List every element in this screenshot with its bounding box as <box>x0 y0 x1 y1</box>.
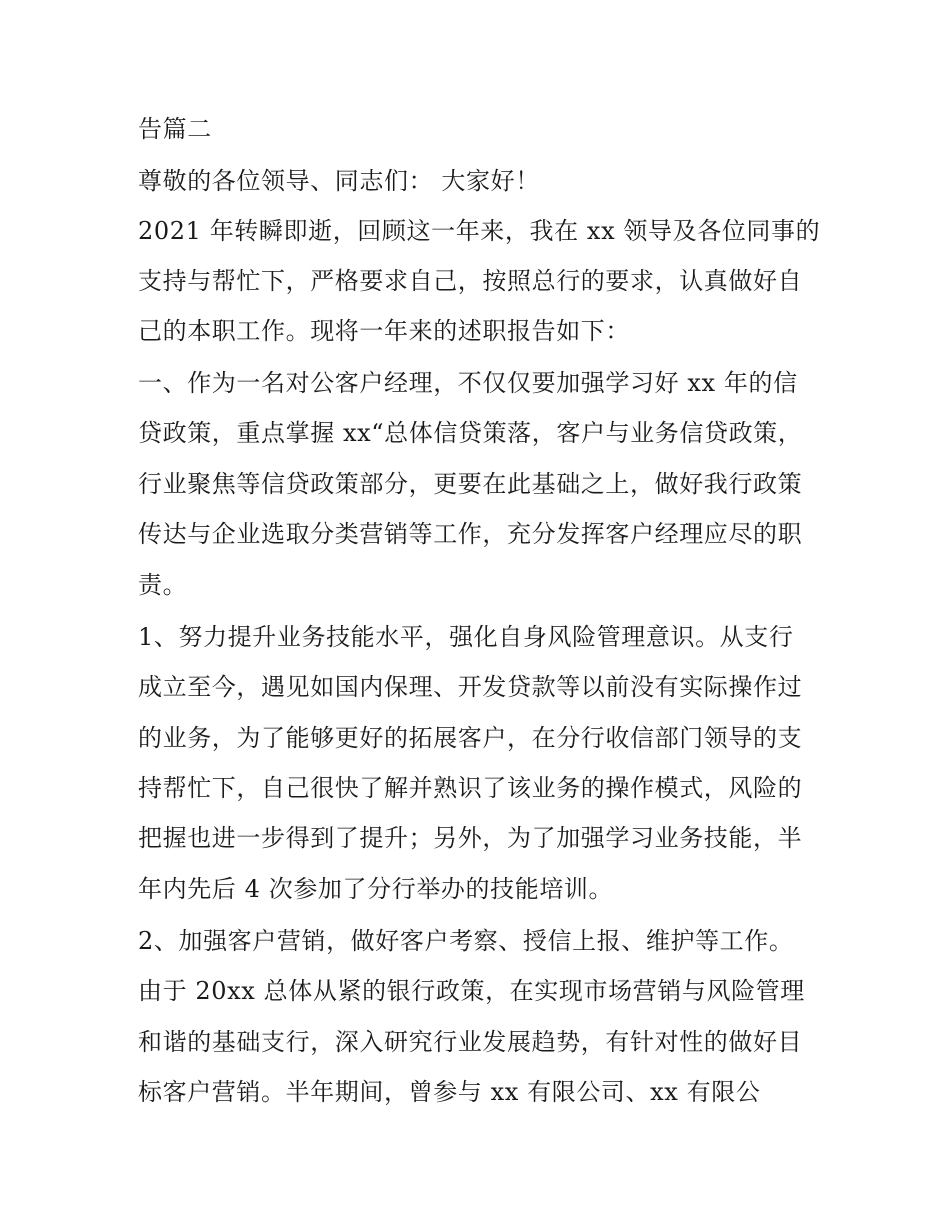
text-line-14: 持帮忙下，自己很快了解并熟识了该业务的操作模式，风险的 <box>138 774 803 802</box>
text-line-12: 成立至今，遇见如国内保理、开发贷款等以前没有实际操作过 <box>138 673 803 701</box>
text-line-15: 把握也进一步得到了提升；另外，为了加强学习业务技能，半 <box>138 824 803 852</box>
text-line-13: 的业务，为了能够更好的拓展客户，在分行收信部门领导的支 <box>138 724 803 752</box>
text-line-2: 尊敬的各位领导、同志们： 大家好！ <box>138 167 540 195</box>
text-line-9: 传达与企业选取分类营销等工作，充分发挥客户经理应尽的职 <box>138 520 803 548</box>
text-line-7: 贷政策，重点掌握 xx“总体信贷策落，客户与业务信贷政策， <box>138 419 803 447</box>
text-line-19: 和谐的基础支行，深入研究行业发展趋势，有针对性的做好目 <box>138 1028 803 1056</box>
text-line-4: 支持与帮忙下，严格要求自己，按照总行的要求，认真做好自 <box>138 267 803 295</box>
text-line-17: 2、加强客户营销，做好客户考察、授信上报、维护等工作。 <box>138 927 794 955</box>
text-line-11: 1、努力提升业务技能水平，强化自身风险管理意识。从支行 <box>138 623 794 651</box>
text-line-3: 2021 年转瞬即逝，回顾这一年来，我在 xx 领导及各位同事的 <box>138 217 821 245</box>
text-line-8: 行业聚焦等信贷政策部分，更要在此基础之上，做好我行政策 <box>138 470 803 498</box>
text-line-5: 己的本职工作。现将一年来的述职报告如下： <box>138 317 630 345</box>
text-line-16: 年内先后 4 次参加了分行举办的技能培训。 <box>138 875 614 903</box>
text-line-10: 责。 <box>138 571 188 599</box>
text-line-20: 标客户营销。半年期间，曾参与 xx 有限公司、xx 有限公 <box>138 1078 761 1106</box>
text-line-1: 告篇二 <box>138 115 212 143</box>
text-line-18: 由于 20xx 总体从紧的银行政策，在实现市场营销与风险管理 <box>138 977 805 1005</box>
text-line-6: 一、作为一名对公客户经理，不仅仅要加强学习好 xx 年的信 <box>138 369 798 397</box>
